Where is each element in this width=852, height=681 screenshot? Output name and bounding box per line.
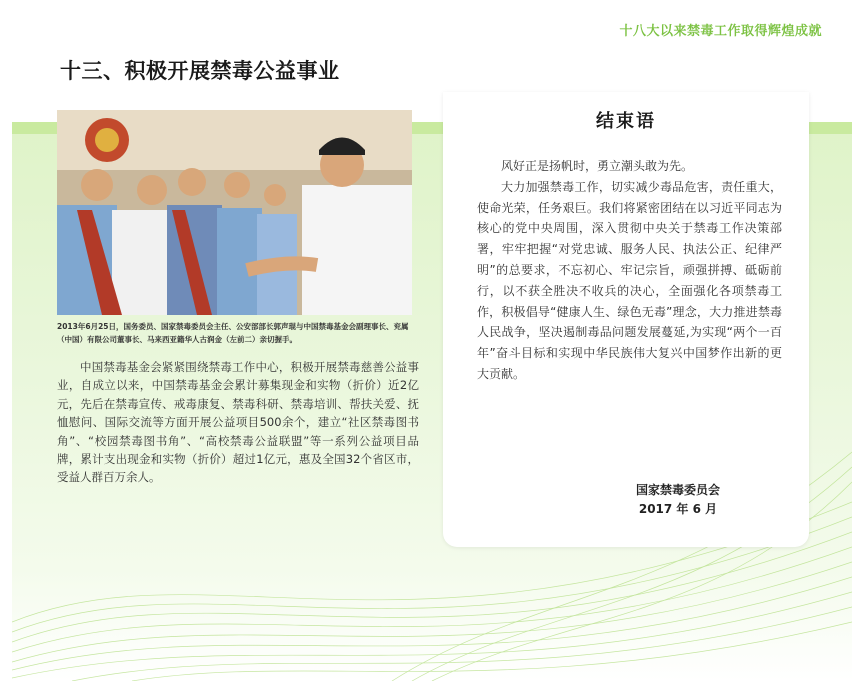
group-handshake-photo-icon [57, 110, 412, 315]
conclusion-card [443, 92, 809, 547]
signature-date: 2017 年 6 月 [638, 502, 718, 516]
left-article [57, 358, 419, 487]
conclusion-paragraph: 风好正是扬帆时，勇立潮头敢为先。 [501, 159, 694, 173]
conclusion-body [477, 156, 782, 385]
left-article-paragraph: 中国禁毒基金会紧紧围绕禁毒工作中心，积极开展禁毒慈善公益事业，自成立以来，中国禁毒基金会累计募集现金和实物（折价）近2亿元，先后在禁毒宣传、戒毒康复、禁毒科研、禁毒培训、帮扶关爱、抚恤慰问、国际交流等方面开展公益项目500余个，建立“社区禁毒图书角”、“校园禁毒图书角”、“高校禁毒公益联盟”等一系列公益项目品牌，累计支出现金和实物（折价）超过1亿元，惠及全国32个省区市，受益人群百万余人。 [57, 360, 419, 485]
section-title: 十三、积极开展禁毒公益事业 [60, 59, 340, 83]
photo-caption: 2013年6月25日，国务委员、国家禁毒委员会主任、公安部部长郭声琨与中国禁毒基金会副理事长、兖属（中国）有限公司董事长、马来西亚籍华人古润金（左前二）亲切握手。 [57, 322, 409, 344]
handshake-photo [57, 110, 412, 315]
signature-org: 国家禁毒委员会 [635, 483, 720, 497]
signature-block [443, 481, 809, 519]
conclusion-paragraph: 大力加强禁毒工作，切实减少毒品危害，责任重大，使命光荣，任务艰巨。我们将紧密团结在以习近平同志为核心的党中央周围，深入贯彻中央关于禁毒工作决策部署，牢牢把握“对党忠诚、服务人民、执法公正、纪律严明”的总要求，不忘初心、牢记宗旨，顽强拼搏、砥砺前行，以不获全胜决不收兵的决心，全面强化各项禁毒工作，积极倡导“健康人生、绿色无毒”理念，大力推进禁毒人民战争，坚决遏制毒品问题发展蔓延,为实现“两个一百年”奋斗目标和实现中华民族伟大复兴中国梦作出新的更大贡献。 [477, 179, 782, 381]
header-tag: 十八大以来禁毒工作取得辉煌成就 [619, 24, 822, 39]
conclusion-title: 结束语 [596, 111, 656, 132]
